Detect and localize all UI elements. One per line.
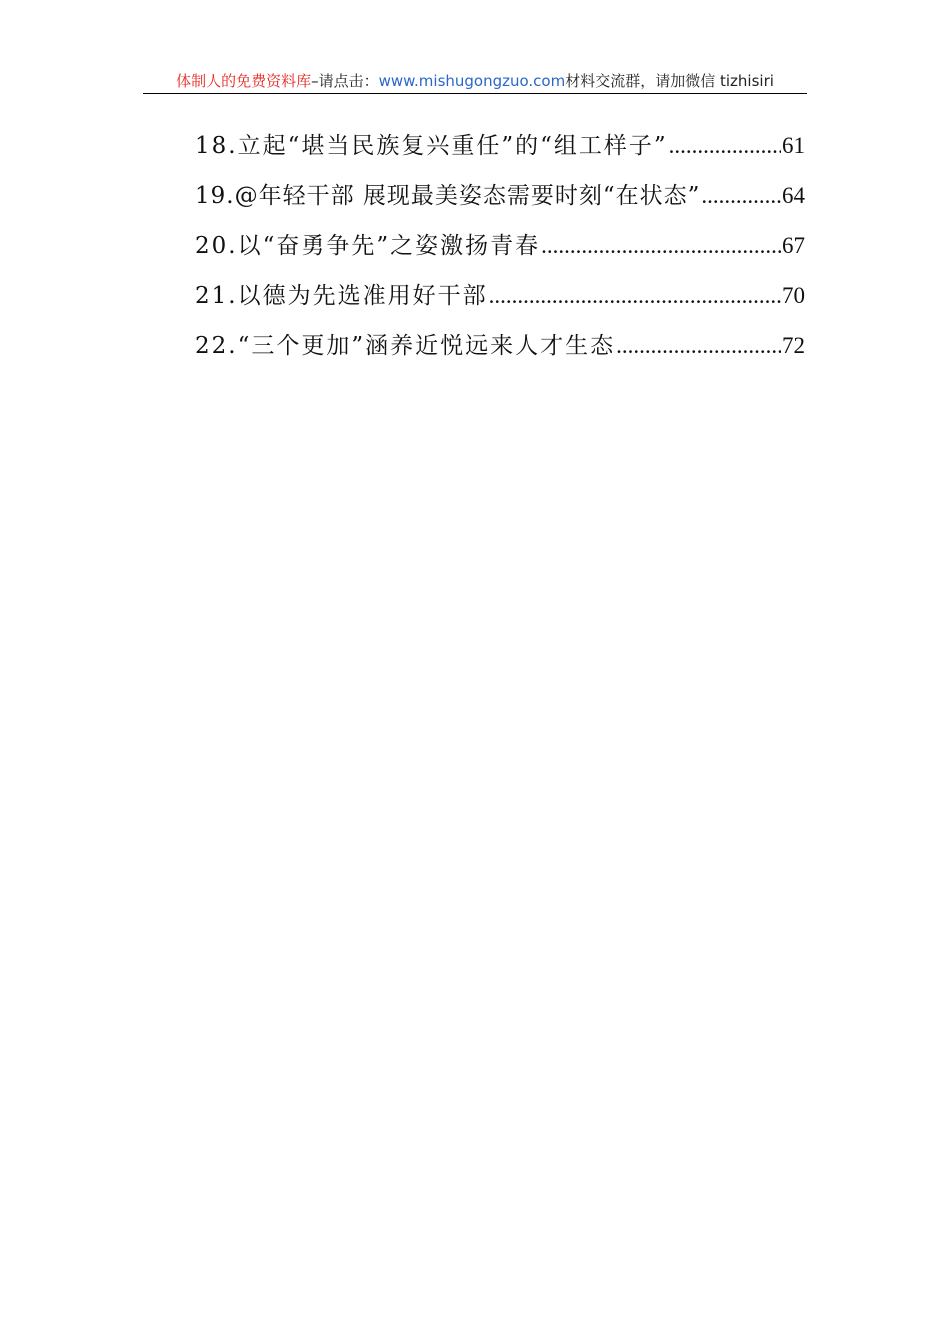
contact-note: 材料交流群，请加微信 tizhisiri	[565, 72, 774, 90]
toc-entry-title: 20.以“奋勇争先”之姿激扬青春	[195, 233, 541, 259]
toc-page-number: 61	[782, 133, 805, 158]
toc-entry[interactable]	[195, 278, 805, 328]
toc-entry[interactable]	[195, 228, 805, 278]
table-of-contents	[195, 128, 805, 378]
toc-leader-dots	[701, 178, 781, 214]
toc-page-number: 70	[782, 283, 805, 308]
page-header	[143, 70, 807, 94]
toc-entry[interactable]	[195, 328, 805, 378]
toc-leader-dots	[616, 328, 781, 364]
toc-entry-title: 19.@年轻干部 展现最美姿态需要时刻“在状态”	[195, 183, 701, 209]
toc-page-number: 64	[782, 183, 805, 208]
toc-page-number: 67	[782, 233, 805, 258]
brand-text: 体制人的免费资料库	[176, 72, 312, 90]
toc-leader-dots	[541, 228, 781, 264]
toc-entry-title: 22.“三个更加”涵养近悦远来人才生态	[195, 333, 616, 359]
toc-leader-dots	[669, 128, 781, 164]
toc-page-number: 72	[782, 333, 805, 358]
toc-entry-title: 21.以德为先选准用好干部	[195, 283, 488, 309]
site-link[interactable]: www.mishugongzuo.com	[378, 72, 566, 90]
toc-entry[interactable]	[195, 128, 805, 178]
toc-leader-dots	[489, 278, 781, 314]
prompt-text: –请点击：	[311, 72, 379, 90]
toc-entry-title: 18.立起“堪当民族复兴重任”的“组工样子”	[195, 133, 668, 159]
toc-entry[interactable]	[195, 178, 805, 228]
header-divider	[143, 93, 807, 94]
